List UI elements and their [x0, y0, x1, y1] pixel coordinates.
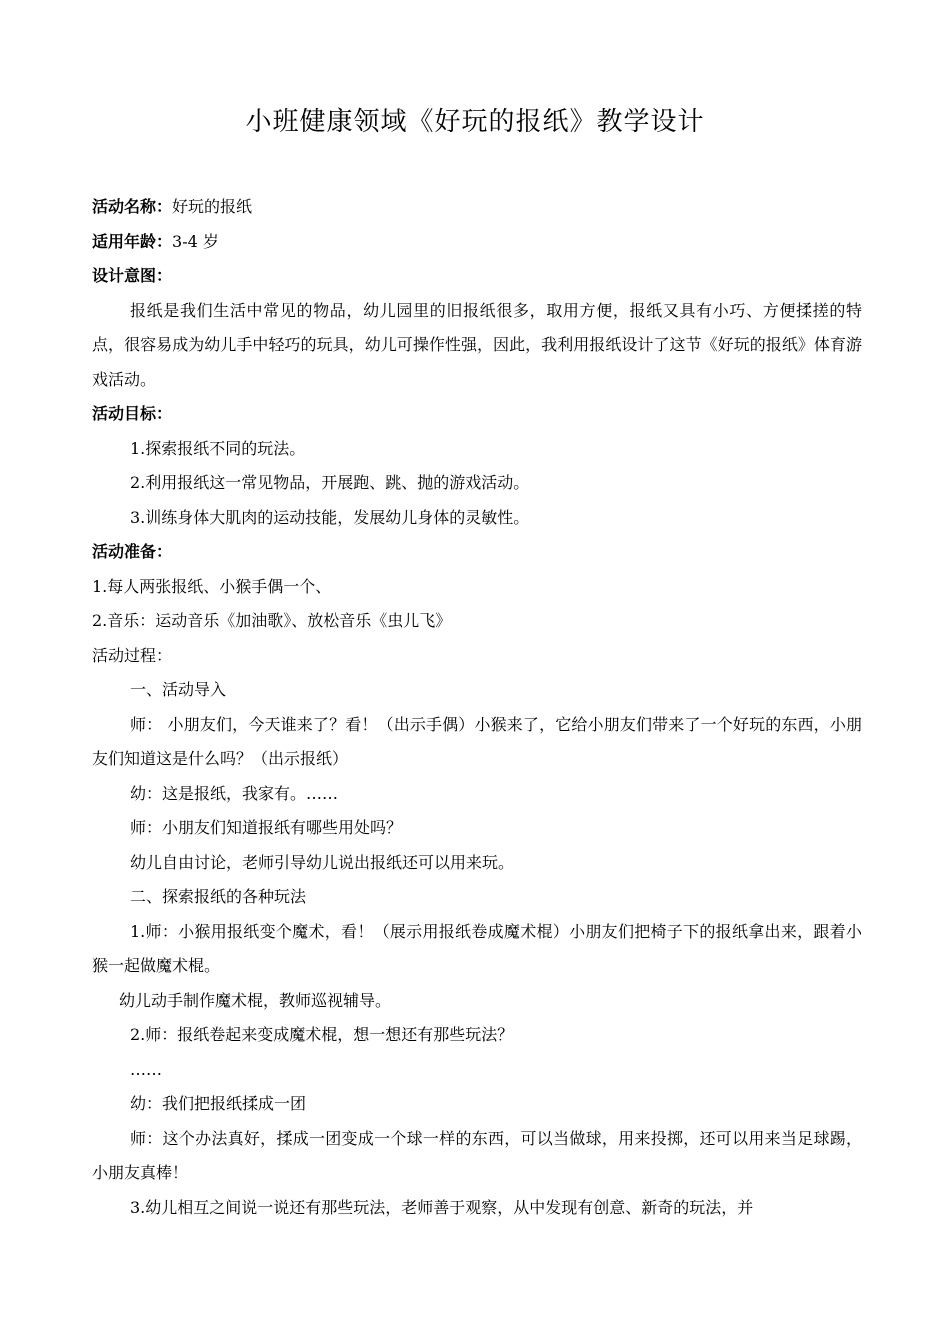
process-paragraph: 幼儿动手制作魔术棍，教师巡视辅导。 [119, 990, 392, 1010]
preparation-label: 活动准备： [92, 542, 173, 561]
process-paragraph: 师：这个办法真好，揉成一团变成一个球一样的东西，可以当做球，用来投掷，还可以用来当足球踢，小朋友真棒！ [92, 1128, 862, 1182]
activity-name-line [92, 190, 862, 225]
goal-item: 2.利用报纸这一常见物品，开展跑、跳、抛的游戏活动。 [130, 473, 530, 492]
process-heading: 二、探索报纸的各种玩法 [130, 887, 307, 906]
document-title: 小班健康领域《好玩的报纸》教学设计 [245, 107, 705, 137]
preparation-item: 2.音乐：运动音乐《加油歌》、放松音乐《虫儿飞》 [92, 611, 452, 630]
process-paragraph: 2.师：报纸卷起来变成魔术棍，想一想还有那些玩法？ [130, 1025, 514, 1044]
process-paragraph: 幼：这是报纸，我家有。…… [130, 783, 339, 803]
activity-name-value: 好玩的报纸 [172, 197, 253, 216]
goal-item: 3.训练身体大肌肉的运动技能，发展幼儿身体的灵敏性。 [130, 507, 530, 527]
process-label: 活动过程： [92, 645, 173, 665]
document-body [92, 190, 862, 1225]
age-label: 适用年龄： [92, 231, 173, 251]
goals-label: 活动目标： [92, 404, 173, 423]
process-ellipsis: …… [130, 1059, 162, 1079]
process-paragraph: 师：小朋友们知道报纸有哪些用处吗？ [130, 818, 403, 837]
process-paragraph: 师： 小朋友们，今天谁来了？看！（出示手偶）小猴来了，它给小朋友们带来了一个好玩的东西，小朋友们知道这是什么吗？（出示报纸） [92, 714, 862, 768]
process-paragraph: 3.幼儿相互之间说一说还有那些玩法，老师善于观察，从中发现有创意、新奇的玩法，并 [130, 1197, 754, 1217]
process-heading: 一、活动导入 [130, 680, 227, 699]
age-line [92, 225, 862, 260]
process-paragraph: 1.师：小猴用报纸变个魔术，看！（展示用报纸卷成魔术棍）小朋友们把椅子下的报纸拿出来，跟着小猴一起做魔术棍。 [92, 921, 862, 975]
goal-item: 1.探索报纸不同的玩法。 [130, 438, 306, 458]
preparation-item: 1.每人两张报纸、小猴手偶一个、 [92, 576, 332, 596]
process-paragraph: 幼儿自由讨论，老师引导幼儿说出报纸还可以用来玩。 [130, 852, 515, 872]
design-intent-paragraph: 报纸是我们生活中常见的物品，幼儿园里的旧报纸很多，取用方便，报纸又具有小巧、方便揉搓的特点，很容易成为幼儿手中轻巧的玩具，幼儿可操作性强，因此，我利用报纸设计了这节《好玩的报纸》体育游戏活动。 [92, 300, 862, 389]
activity-name-label: 活动名称： [92, 197, 173, 216]
process-paragraph: 幼：我们把报纸揉成一团 [130, 1094, 307, 1113]
age-value: 3-4 岁 [172, 231, 219, 251]
design-intent-label: 设计意图： [92, 266, 173, 285]
